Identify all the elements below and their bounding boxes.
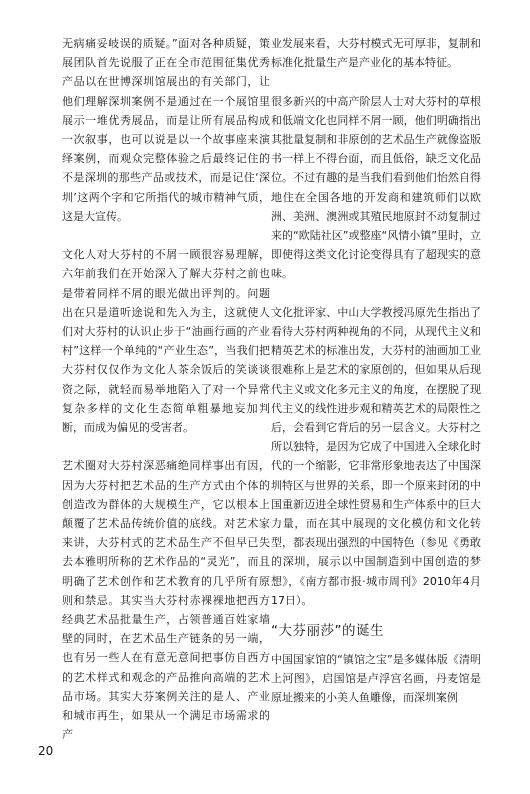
body-paragraph-5: 很多新兴的中高产阶层人士对大芬村的草根和低端文化也同样不屑一顾，他们明确指出其批量复制和非原创的艺术品生产就像盗版书一样上不得台面，而且低俗，缺乏文化品位。不过有趣的是当我们看到他们怡然自得地住在全国各地的开发商和建筑师们以欧洲、美洲、澳洲或其殖民地原封不动复制过来的“欧陆社区”或整座“风情小镇”里时，立即使得这类文化讨论变得具有了超现实的意味。	[271, 94, 481, 281]
body-paragraph-7: 中国国家馆的“镇馆之宝”是多媒体版《清明上河图》，启国馆是卢浮宫名画，丹麦馆是原址搬来的小美人鱼雕像，而深圳案例	[271, 653, 481, 705]
right-text-column	[271, 34, 481, 727]
left-text-column	[62, 34, 270, 764]
body-paragraph-2: 文化人对大芬村的不屑一顾很容易理解，六年前我们在开始深入了解大芬村之前也是带着同样不屑的眼光做出评判的。问题出在只是道听途说和先入为主，这就使人们对大芬村的认识止步于“油画行画的产业村”这样一个单纯的“产业生态”，当我们把大芬村仅仅作为文化人茶余饭后的笑谈谈资之际，就轻而易举地陷入了对一个异常复杂多样的文化生态简单粗暴地妄加判断，而成为偏见的受害者。	[62, 248, 270, 435]
section-heading: “大芬丽莎”的诞生	[271, 623, 384, 640]
body-paragraph-6: 文化批评家、中山大学教授冯原先生指出了看待大芬村两种视角的不同，从现代主义和精英艺术的标准出发，大芬村的油画加工业很难称上是艺术的家原创的，但如果从后现代主义或文化多元主义的角度，在摆脱了现代主义的线性进步观和精英艺术的局限性之后，会看到它背后的另一层含义。大芬村之所以独特，是因为它成了中国进入全球化时代的一个缩影，它非常形象地表达了中国深圳特区与世界的关系，即一个原来封闭的中国重新迈进全球性贸易和生产体系中的巨大力量，而在其中展现的文化模仿和文化转型，都表现出强烈的中国特色（参见《勇敢的深圳，展示以中国制造到中国创造的梦想》，《南方都市报·城市周刊》2010年4月17日）。	[271, 305, 481, 607]
body-paragraph-4: 业发展来看，大芬村模式无可厚非，复制和标准化批量生产是产业化的基本特征。	[271, 37, 481, 70]
page-number: 20	[38, 744, 54, 758]
body-paragraph-1: 无病痛妥岐误的质疑。”面对各种质疑，策展团队首先说服了正在全市范围征集优秀产品以在世博深圳馆展出的有关部门，让他们理解深圳案例不是通过在一个展馆里展示一堆优秀展品，而是让所有展品构成一次叙事，也可以说是以一个故事座来演绎案例，而观众完整体验之后最终记住的不是深圳的那些产品或技术，而是记住‘深圳’这两个字和它所指代的城市精神气质，这是大宣传。	[62, 37, 270, 223]
body-paragraph-3: 艺术圈对大芬村深恶痛绝同样事出有因，因为大芬村把艺术品的生产方式由个体的创造改为群体的大规模生产，它以根本上颠覆了艺术品传统价值的底线。对艺术家来讲，大芬村式的艺术品生产不但早已失去本雅明所称的艺术作品的“灵光”，而且明确了艺术创作和艺术教育的几乎所有原则和禁忌。其实当大芬村赤裸裸地把西方经典艺术品批量生产，占领普通百姓家墙壁的同时，在艺术品生产链条的另一端，也有另一些人在有意无意间把事仿自西方的艺术样式和观念的产品推向高端的艺术品市场。其实大芬案例关注的是人、产业和城市再生，如果从一个满足市场需求的产	[62, 459, 270, 742]
